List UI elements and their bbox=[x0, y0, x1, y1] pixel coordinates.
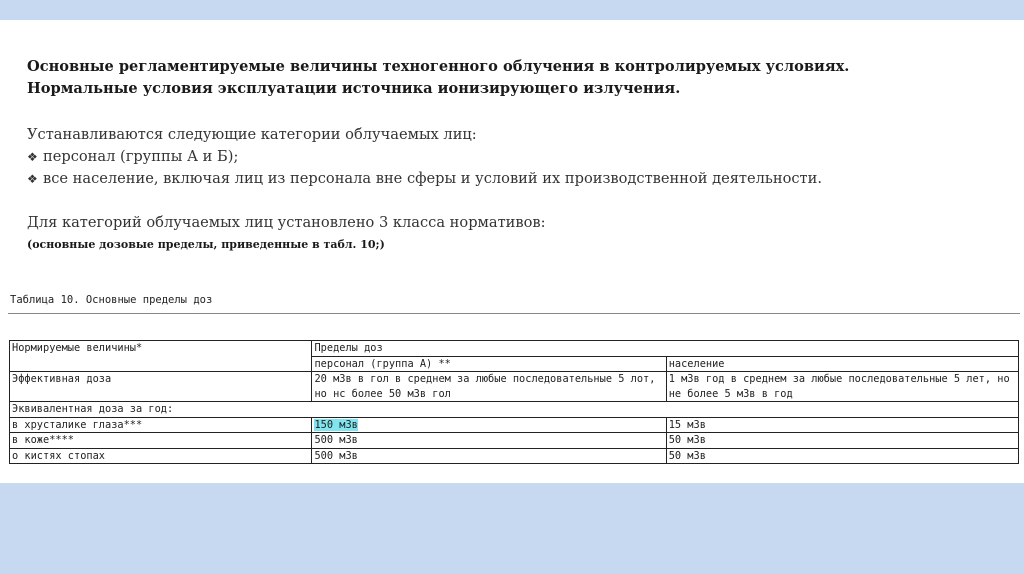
header-normalized-values: Нормируемые величины* bbox=[10, 341, 312, 372]
cell-population: 50 мЗв bbox=[666, 433, 1018, 449]
bullet-item bbox=[27, 168, 997, 190]
diamond-bullet-icon: ❖ bbox=[27, 172, 38, 186]
table-row bbox=[10, 402, 1019, 418]
bullet-item bbox=[27, 146, 997, 168]
bullet-text: персонал (группы А и Б); bbox=[43, 148, 239, 165]
heading-line-2: Нормальные условия эксплуатации источника ионизирующего излучения. bbox=[27, 80, 681, 97]
table-caption: Таблица 10. Основные пределы доз bbox=[10, 294, 213, 306]
cell-population: 1 мЗв год в среднем за любые последовательные 5 лет, но не более 5 мЗв в год bbox=[666, 372, 1018, 402]
header-population: население bbox=[666, 356, 1018, 372]
slide-heading bbox=[27, 56, 987, 100]
bullet-text: все население, включая лиц из персонала вне сферы и условий их производственной деятельности. bbox=[43, 170, 822, 187]
table-row bbox=[10, 433, 1019, 449]
row-label: Эффективная доза bbox=[10, 372, 312, 402]
cell-personnel: 20 мЗв в гол в среднем за любые последовательные 5 лот, но нс более 50 мЗв гол bbox=[312, 372, 666, 402]
table-row bbox=[10, 417, 1019, 433]
cell-population: 50 мЗв bbox=[666, 448, 1018, 464]
dose-limits-table bbox=[9, 340, 1019, 464]
cell-personnel: 500 мЗв bbox=[312, 433, 666, 449]
slide-content bbox=[0, 20, 1024, 463]
table-image bbox=[0, 288, 1024, 483]
header-dose-limits: Пределы доз bbox=[312, 341, 1019, 357]
row-label: о кистях стопах bbox=[10, 448, 312, 464]
row-label: в коже**** bbox=[10, 433, 312, 449]
slide-body bbox=[27, 124, 997, 256]
caption-divider bbox=[8, 313, 1020, 314]
table-row bbox=[10, 372, 1019, 402]
intro-text: Устанавливаются следующие категории облучаемых лиц: bbox=[27, 126, 477, 143]
heading-line-1: Основные регламентируемые величины техногенного облучения в контролируемых условиях. bbox=[27, 58, 850, 75]
table-row bbox=[10, 448, 1019, 464]
highlighted-value: 150 мЗв bbox=[314, 418, 358, 431]
cell-personnel: 500 мЗв bbox=[312, 448, 666, 464]
header-personnel: персонал (группа А) ** bbox=[312, 356, 666, 372]
table-header-row bbox=[10, 341, 1019, 357]
equivalent-dose-label: Эквивалентная доза за год: bbox=[10, 402, 1019, 418]
cell-personnel bbox=[312, 417, 666, 433]
classes-text: Для категорий облучаемых лиц установлено 3 класса нормативов: bbox=[27, 214, 546, 231]
cell-population: 15 мЗв bbox=[666, 417, 1018, 433]
note-text: (основные дозовые пределы, приведенные в табл. 10;) bbox=[27, 238, 385, 251]
diamond-bullet-icon: ❖ bbox=[27, 150, 38, 164]
row-label: в хрусталике глаза*** bbox=[10, 417, 312, 433]
